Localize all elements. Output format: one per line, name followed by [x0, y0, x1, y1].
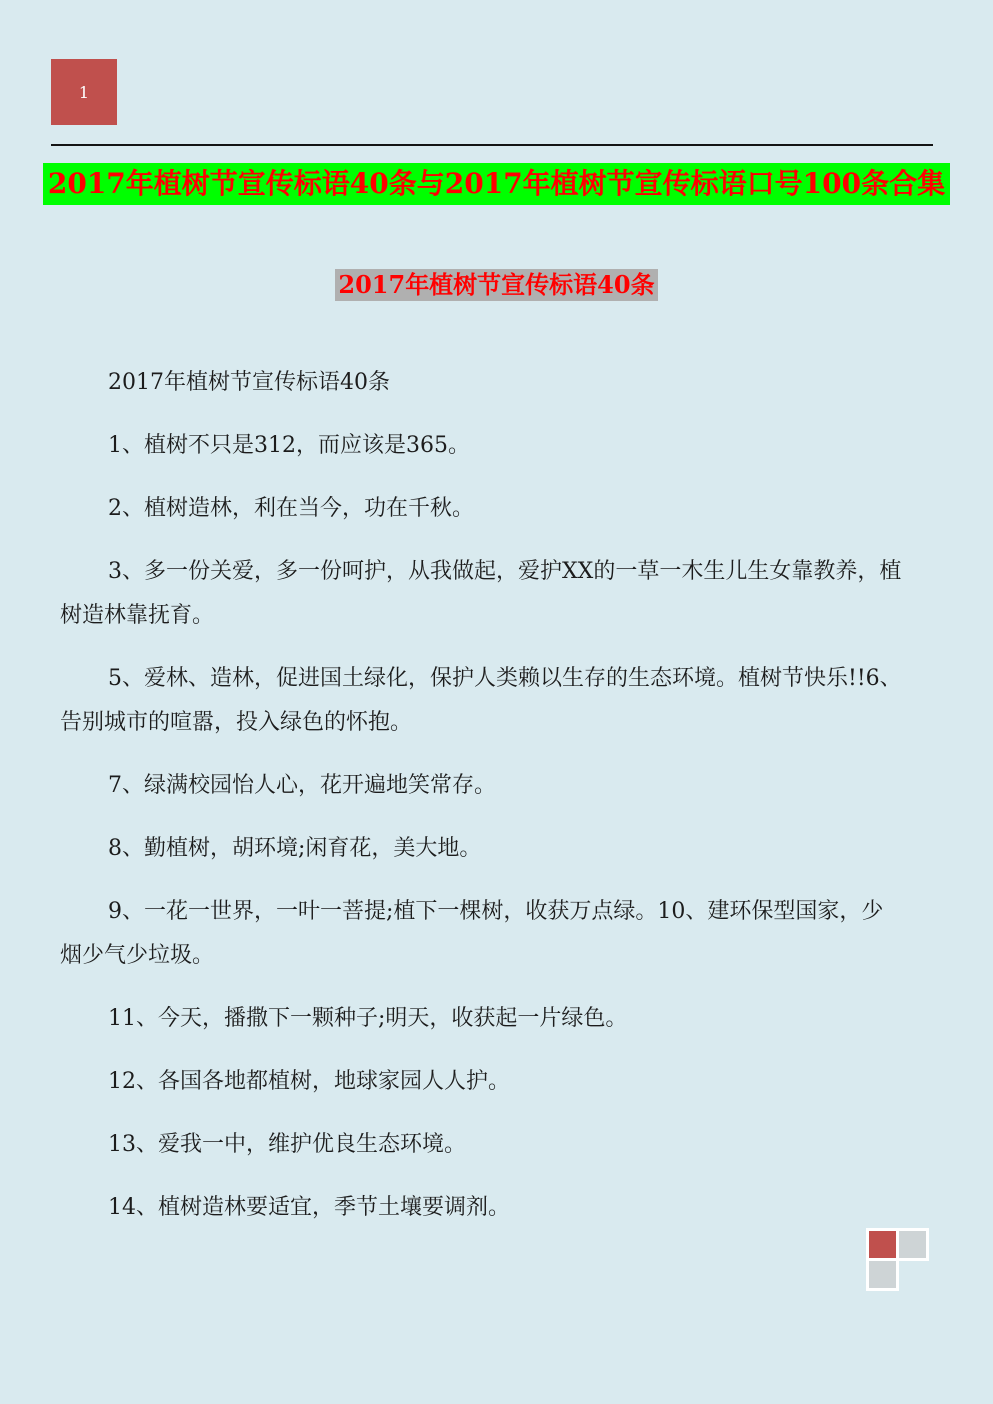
paragraph: 2、植树造林，利在当今，功在千秋。 — [108, 496, 474, 521]
paragraph: 3、多一份关爱，多一份呵护，从我做起，爱护XX的一草一木生儿生女靠教养，植树造林靠抚育。 — [60, 559, 902, 628]
paragraph: 14、植树造林要适宜，季节土壤要调剂。 — [108, 1195, 510, 1220]
paragraph: 5、爱林、造林，促进国土绿化，保护人类赖以生存的生态环境。植树节快乐!!6、告别城市的喧嚣，投入绿色的怀抱。 — [60, 666, 902, 735]
paragraph: 7、绿满校园怡人心，花开遍地笑常存。 — [108, 773, 496, 798]
paragraph: 2017年植树节宣传标语40条 — [108, 370, 390, 395]
paragraph: 11、今天，播撒下一颗种子;明天，收获起一片绿色。 — [108, 1006, 628, 1031]
divider-line — [51, 144, 933, 146]
decoration-gray-square-right — [896, 1228, 929, 1261]
paragraph: 1、植树不只是312，而应该是365。 — [108, 433, 470, 458]
paragraph: 13、爱我一中，维护优良生态环境。 — [108, 1132, 466, 1157]
decoration-red-square — [866, 1228, 899, 1261]
subtitle-row — [0, 269, 993, 301]
document-title: 2017年植树节宣传标语40条与2017年植树节宣传标语口号100条合集 — [43, 163, 950, 205]
body-text — [60, 361, 905, 1249]
paragraph: 8、勤植树，胡环境;闲育花，美大地。 — [108, 836, 482, 861]
paragraph: 12、各国各地都植树，地球家园人人护。 — [108, 1069, 510, 1094]
page-number-box — [51, 59, 117, 125]
title-row — [0, 163, 993, 205]
page-number: 1 — [78, 82, 90, 102]
paragraph: 9、一花一世界，一叶一菩提;植下一棵树，收获万点绿。10、建环保型国家，少烟少气少垃圾。 — [60, 899, 884, 968]
document-subtitle: 2017年植树节宣传标语40条 — [335, 269, 657, 301]
decoration-gray-square-bottom — [866, 1258, 899, 1291]
